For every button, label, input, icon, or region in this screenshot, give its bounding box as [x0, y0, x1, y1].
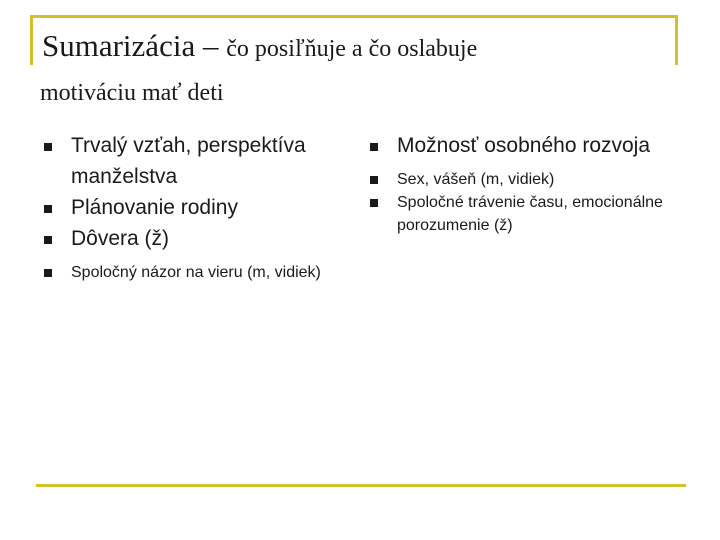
- square-bullet-icon: [44, 205, 52, 213]
- list-item-text: Možnosť osobného rozvoja: [397, 134, 651, 157]
- title-tail: čo posiľňuje a čo oslabuje: [226, 36, 478, 62]
- right-bullet-list: [368, 130, 688, 237]
- square-bullet-icon: [44, 143, 52, 151]
- list-item-text: Plánovanie rodiny: [71, 196, 238, 219]
- square-bullet-icon: [370, 143, 378, 151]
- frame-left-line: [30, 15, 33, 65]
- list-item: [42, 192, 342, 223]
- square-bullet-icon: [44, 236, 52, 244]
- list-item: [368, 168, 688, 191]
- list-item-text: Spoločné trávenie času, emocionálne porozumenie (ž): [397, 194, 663, 234]
- list-item-text: Sex, vášeň (m, vidiek): [397, 171, 555, 188]
- slide-title: [42, 24, 662, 109]
- left-bullet-list: [42, 130, 342, 284]
- list-item: [368, 191, 688, 237]
- title-line-2: motiváciu mať deti: [40, 80, 224, 106]
- list-item-text: Spoločný názor na vieru (m, vidiek): [71, 264, 321, 281]
- square-bullet-icon: [44, 269, 52, 277]
- frame-right-line: [675, 15, 678, 65]
- square-bullet-icon: [370, 176, 378, 184]
- square-bullet-icon: [370, 199, 378, 207]
- list-item: [42, 130, 342, 192]
- list-item: [42, 223, 342, 254]
- list-item: [42, 261, 342, 284]
- title-line-1: [42, 24, 662, 71]
- frame-top-line: [30, 15, 678, 18]
- frame-bottom-line: [36, 484, 686, 487]
- title-main: Sumarizácia –: [42, 28, 227, 63]
- list-item-text: Trvalý vzťah, perspektíva manželstva: [71, 134, 306, 188]
- list-item: [368, 130, 688, 161]
- list-item-text: Dôvera (ž): [71, 227, 170, 250]
